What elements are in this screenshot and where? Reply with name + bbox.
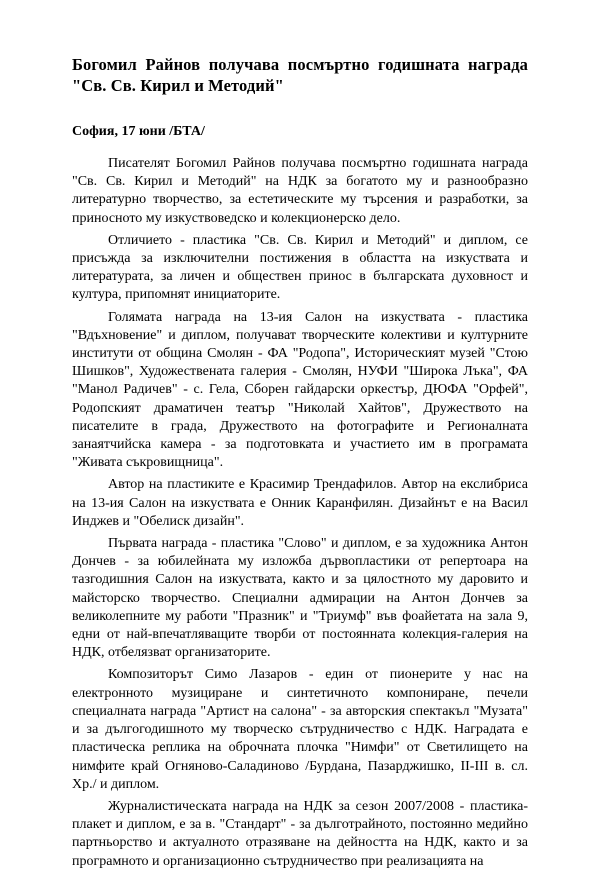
paragraph: Журналистическата награда на НДК за сезон 2007/2008 - пластика-плакет и диплом, е за в. "Стандарт" - за дълготрайното, постоянно медийно партньорство и актуалното отразяване на дейността на НДК, както и за програмното и организационно сътрудничество при реализацията на [72, 798, 528, 869]
article-body [72, 155, 528, 875]
paragraph: Писателят Богомил Райнов получава посмъртно годишната награда "Св. Св. Кирил и Методий" на НДК за богатото му и разнообразно литературно творчество, за естетическите му търсения и разработки, за приносното му изкуствоведско и колекционерско дело. [72, 156, 528, 226]
article-dateline: София, 17 юни /БТА/ [72, 124, 205, 139]
paragraph: Голямата награда на 13-ия Салон на изкуствата - пластика "Вдъхновение" и диплом, получават творческите колективи и културните институти от община Смолян - ФА "Родопа", Историческият музей "Стою Шишков", Художествената галерия - Смолян, НУФИ "Широка Лъка", ФА "Манол Радичев" - с. Гела, Сборен гайдарски оркестър, ДЮФА "Орфей", Родопският драматичен театър "Николай Хайтов", Дружеството на писателите в града, Дружеството на фотографите и Регионалната занаятчийска камера - за подготовката и участието им в програмата "Живата съкровищница". [72, 309, 528, 471]
paragraph: Композиторът Симо Лазаров - един от пионерите у нас на електронното музициране и синтетичното компониране, печели специалната награда "Артист на салона" - за авторския спектакъл "Музата" и за дългогодишното му творческо сътрудничество с НДК. Наградата е пластическа реплика на обрoчната плочка "Нимфи" от Светилището на нимфите край Огняново-Саладиново /Бурдана, Пазарджишко, II-III в. сл. Хр./ и диплом. [72, 667, 528, 792]
paragraph: Автор на пластиките е Красимир Трендафилов. Автор на екслибриса на 13-ия Салон на изкуствата е Онник Каранфилян. Дизайнът е на Васил Инджев и "Обелиск дизайн". [72, 477, 528, 529]
paragraph: Първата награда - пластика "Слово" и диплом, е за художника Антон Дончев - за юбилейната му изложба дървопластики от репертоара на тазгодишния Салон на изкуствата, както и за цялостното му дарoвито и майсторско творчество. Специални адмирации на Антон Дончев за великолепните му работи "Празник" и "Триумф" във фоайетата на зала 9, едни от най-впечатляващите творби от постоянната колекция-галерия на НДК, отбелязват организаторите. [72, 536, 528, 661]
paragraph: Отличието - пластика "Св. Св. Кирил и Методий" и диплом, се присъжда за изключителни постижения в областта на изкуствата и литературата, за личен и обществен принос в българската духовност и култура, припомнят инициаторите. [72, 232, 528, 303]
article-title: Богомил Райнов получава посмъртно годишната награда "Св. Св. Кирил и Методий" [72, 55, 528, 95]
